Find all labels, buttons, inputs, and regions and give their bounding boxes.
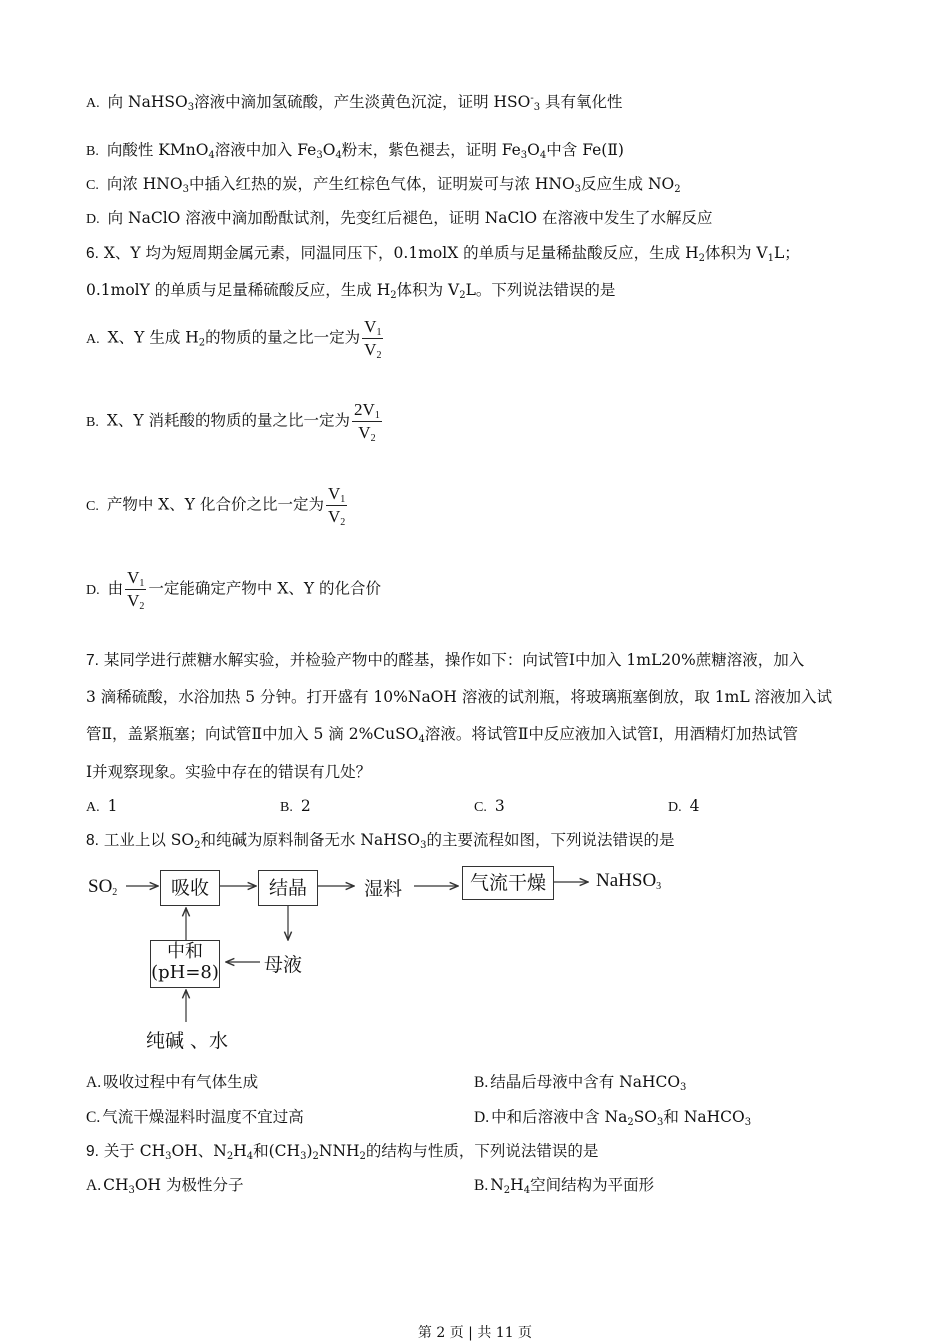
stem-text: 的结构与性质，下列说法错误的是 xyxy=(365,1142,599,1160)
option-text: 向酸性 KMnO xyxy=(106,141,209,159)
option-text: 气流干燥湿料时温度不宜过高 xyxy=(102,1108,304,1126)
stem-text: 某同学进行蔗糖水解实验，并检验产物中的醛基，操作如下：向试管Ⅰ中加入 1mL20%蔗糖溶液，加入 xyxy=(98,651,805,669)
option-text: 吸收过程中有气体生成 xyxy=(103,1073,259,1091)
option-label: C. xyxy=(86,498,99,514)
option-label: B. xyxy=(474,1177,489,1194)
option-text: 向 NaHSO xyxy=(107,93,188,111)
option-label: A. xyxy=(86,96,100,111)
option-label: C. xyxy=(86,1109,101,1126)
absorb-box: 吸收 xyxy=(160,870,220,906)
option-label: C. xyxy=(474,800,487,815)
stem-text: 和纯碱为原料制备无水 NaHSO xyxy=(200,831,421,849)
subscript: 4 xyxy=(335,150,342,161)
subscript: 2 xyxy=(340,517,346,528)
subscript: 1 xyxy=(340,494,346,505)
stem-text: L； xyxy=(773,244,800,262)
denominator: V xyxy=(327,507,341,526)
stem-text: X、Y 均为短周期金属元素，同温同压下，0.1molX 的单质与足量稀盐酸反应，生成 H xyxy=(98,244,699,262)
subscript: 3 xyxy=(656,881,662,892)
q7-stem-line4 xyxy=(86,762,371,782)
q7-option-c xyxy=(474,796,505,818)
subscript: 3 xyxy=(420,840,427,851)
fraction xyxy=(352,399,382,444)
q5-option-c xyxy=(86,174,681,196)
subscript: 2 xyxy=(226,1151,234,1162)
option-text: O xyxy=(527,141,540,159)
q9-stem xyxy=(86,1141,598,1162)
denominator: V xyxy=(127,591,140,610)
q9-option-a xyxy=(86,1175,244,1196)
numerator: V xyxy=(364,317,377,336)
stem-text: Ⅰ并观察现象。实验中存在的错误有几处？ xyxy=(86,763,372,781)
subscript: 2 xyxy=(370,433,376,444)
subscript: 2 xyxy=(698,253,705,264)
option-text: 中和后溶液中含 Na xyxy=(491,1108,628,1126)
crystal-box: 结晶 xyxy=(258,870,318,906)
option-text: 向浓 HNO xyxy=(106,175,183,193)
subscript: 2 xyxy=(312,1151,319,1162)
airflow-dry-box: 气流干燥 xyxy=(462,866,554,900)
option-text: 具有氧化性 xyxy=(540,93,623,111)
stem-text: 体积为 V xyxy=(704,244,768,262)
denominator: V xyxy=(358,423,371,442)
neutralize-label: 中和 xyxy=(167,941,203,962)
option-text: 3 xyxy=(494,797,505,815)
stem-text: 工业上以 SO xyxy=(98,831,195,849)
subscript: 1 xyxy=(139,578,145,589)
option-label: D. xyxy=(86,212,100,227)
q6-option-b xyxy=(86,399,384,444)
option-label: D. xyxy=(86,582,100,598)
subscript: 2 xyxy=(390,290,397,301)
subscript: 3 xyxy=(574,184,582,195)
option-text: 溶液中滴加氢硫酸，产生淡黄色沉淀，证明 HSO xyxy=(194,93,531,111)
numerator: 2V xyxy=(354,400,375,419)
subscript: 4 xyxy=(246,1151,254,1162)
text: SO xyxy=(88,876,113,897)
question-number: 6. xyxy=(86,245,99,262)
q6-option-d xyxy=(86,567,381,612)
stem-text: 体积为 V xyxy=(396,281,460,299)
stem-text: 3 滴稀硫酸，水浴加热 5 分钟。打开盛有 10%NaOH 溶液的试剂瓶，将玻璃瓶塞倒放，取 1mL 溶液加入试 xyxy=(86,688,833,706)
fraction xyxy=(125,567,146,612)
option-label: D. xyxy=(474,1109,490,1126)
option-label: B. xyxy=(474,1074,489,1091)
option-text: 粉末，紫色褪去，证明 Fe xyxy=(341,141,521,159)
subscript: 3 xyxy=(680,1082,687,1093)
numerator: V xyxy=(327,484,341,503)
q6-option-c xyxy=(86,483,349,528)
subscript: 3 xyxy=(187,102,195,113)
page-footer: 第 2 页 | 共 11 页 xyxy=(417,1325,533,1341)
stem-text: 和(CH xyxy=(253,1142,301,1160)
subscript: 3 xyxy=(182,184,189,195)
option-text: 溶液中加入 Fe xyxy=(214,141,317,159)
subscript: 4 xyxy=(539,150,547,161)
q6-stem-line2 xyxy=(86,280,615,300)
subscript: 3 xyxy=(300,1151,307,1162)
stem-text: H xyxy=(233,1142,247,1160)
subscript: 2 xyxy=(376,350,382,361)
option-text: 1 xyxy=(107,797,118,815)
subscript: 2 xyxy=(139,601,145,612)
option-text: 向 NaClO 溶液中滴加酚酞试剂，先变红后褪色，证明 NaClO 在溶液中发生了水解反应 xyxy=(107,209,713,227)
subscript: 1 xyxy=(767,253,774,264)
q5-option-a xyxy=(86,92,623,114)
stem-text: NNH xyxy=(318,1142,360,1160)
stem-text: 0.1molY 的单质与足量稀硫酸反应，生成 H xyxy=(86,281,391,299)
stem-text: ) xyxy=(306,1142,313,1160)
option-text: CH xyxy=(103,1176,129,1194)
mother-liquor-label: 母液 xyxy=(264,954,303,976)
option-text: 中插入红热的炭，产生红棕色气体，证明炭可与浓 HNO xyxy=(188,175,575,193)
option-label: A. xyxy=(86,331,100,347)
q9-option-b xyxy=(474,1175,654,1196)
q7-option-b xyxy=(280,796,311,818)
subscript: 2 xyxy=(194,840,201,851)
q8-option-a xyxy=(86,1072,258,1093)
denominator: V xyxy=(364,340,377,359)
q6-option-a xyxy=(86,316,385,361)
option-label: B. xyxy=(86,414,99,430)
q7-stem-line2 xyxy=(86,687,832,707)
option-text: 的物质的量之比一定为 xyxy=(205,328,361,347)
subscript: 3 xyxy=(165,1151,172,1162)
fraction xyxy=(326,483,347,528)
stem-text: L。下列说法错误的是 xyxy=(465,281,616,299)
q8-option-c xyxy=(86,1107,304,1128)
subscript: 2 xyxy=(198,337,206,349)
q7-stem-line1 xyxy=(86,650,804,671)
subscript: 3 xyxy=(744,1117,752,1128)
subscript: 3 xyxy=(657,1117,664,1128)
option-text: 由 xyxy=(107,579,124,598)
option-label: D. xyxy=(668,800,682,815)
process-flow-diagram xyxy=(86,862,726,1054)
subscript: 2 xyxy=(674,184,681,195)
option-text: X、Y 生成 H xyxy=(107,328,199,347)
option-text: X、Y 消耗酸的物质的量之比一定为 xyxy=(106,411,351,430)
subscript: 1 xyxy=(376,327,382,338)
subscript: 3 xyxy=(128,1185,135,1196)
option-label: A. xyxy=(86,1177,102,1194)
text: NaHSO xyxy=(596,870,657,891)
superscript: - xyxy=(530,93,534,104)
stem-text: 的主要流程如图，下列说法错误的是 xyxy=(426,831,675,849)
subscript: 2 xyxy=(112,887,118,898)
q5-option-d xyxy=(86,208,713,230)
so2-label xyxy=(88,876,117,898)
subscript: 4 xyxy=(523,1185,531,1196)
q8-option-b xyxy=(474,1072,686,1093)
subscript: 2 xyxy=(627,1117,634,1128)
product-label xyxy=(596,870,661,892)
subscript: 4 xyxy=(208,150,215,161)
subscript: 2 xyxy=(503,1185,511,1196)
subscript: 3 xyxy=(520,150,528,161)
subscript: 4 xyxy=(418,734,425,745)
q6-stem-line1 xyxy=(86,243,800,264)
fraction xyxy=(362,316,383,361)
option-text: OH 为极性分子 xyxy=(134,1176,244,1194)
stem-text: OH、N xyxy=(171,1142,227,1160)
stem-text: 关于 CH xyxy=(98,1142,166,1160)
option-label: B. xyxy=(86,144,99,159)
option-text: 2 xyxy=(300,797,311,815)
option-text: O xyxy=(322,141,336,159)
neutralize-box xyxy=(150,940,220,988)
subscript: 1 xyxy=(374,410,380,421)
option-text: 反应生成 NO xyxy=(581,175,675,193)
subscript: 3 xyxy=(316,150,323,161)
option-text: 中含 Fe(Ⅱ) xyxy=(546,141,624,159)
q7-option-d xyxy=(668,796,700,818)
option-text: N xyxy=(490,1176,504,1194)
option-text: 产物中 X、Y 化合价之比一定为 xyxy=(106,495,324,514)
option-text: 和 NaHCO xyxy=(663,1108,745,1126)
soda-water-label: 纯碱 、水 xyxy=(146,1030,229,1052)
option-label: A. xyxy=(86,1074,102,1091)
option-text: 结晶后母液中含有 NaHCO xyxy=(490,1073,681,1091)
option-label: B. xyxy=(280,800,293,815)
stem-text: 溶液。将试管Ⅱ中反应液加入试管Ⅰ，用酒精灯加热试管 xyxy=(424,725,799,743)
q5-option-b xyxy=(86,140,624,162)
ph-label: (pH=8) xyxy=(151,962,219,983)
subscript: 3 xyxy=(533,102,541,113)
subscript: 2 xyxy=(459,290,466,301)
option-text: SO xyxy=(633,1108,658,1126)
question-number: 8. xyxy=(86,832,99,849)
option-text: 4 xyxy=(689,797,700,815)
numerator: V xyxy=(127,568,140,587)
q7-stem-line3 xyxy=(86,724,798,744)
option-text: 空间结构为平面形 xyxy=(530,1176,655,1194)
question-number: 7. xyxy=(86,652,99,669)
stem-text: 管Ⅱ，盖紧瓶塞；向试管Ⅱ中加入 5 滴 2%CuSO xyxy=(86,725,419,743)
option-text: H xyxy=(510,1176,524,1194)
q8-stem xyxy=(86,830,674,851)
option-label: A. xyxy=(86,800,100,815)
option-text: 一定能确定产物中 X、Y 的化合价 xyxy=(148,579,382,598)
q8-option-d xyxy=(474,1107,751,1128)
subscript: 2 xyxy=(359,1151,366,1162)
question-number: 9. xyxy=(86,1143,99,1160)
wet-material-label: 湿料 xyxy=(364,878,403,900)
option-label: C. xyxy=(86,178,99,193)
q7-option-a xyxy=(86,796,118,818)
